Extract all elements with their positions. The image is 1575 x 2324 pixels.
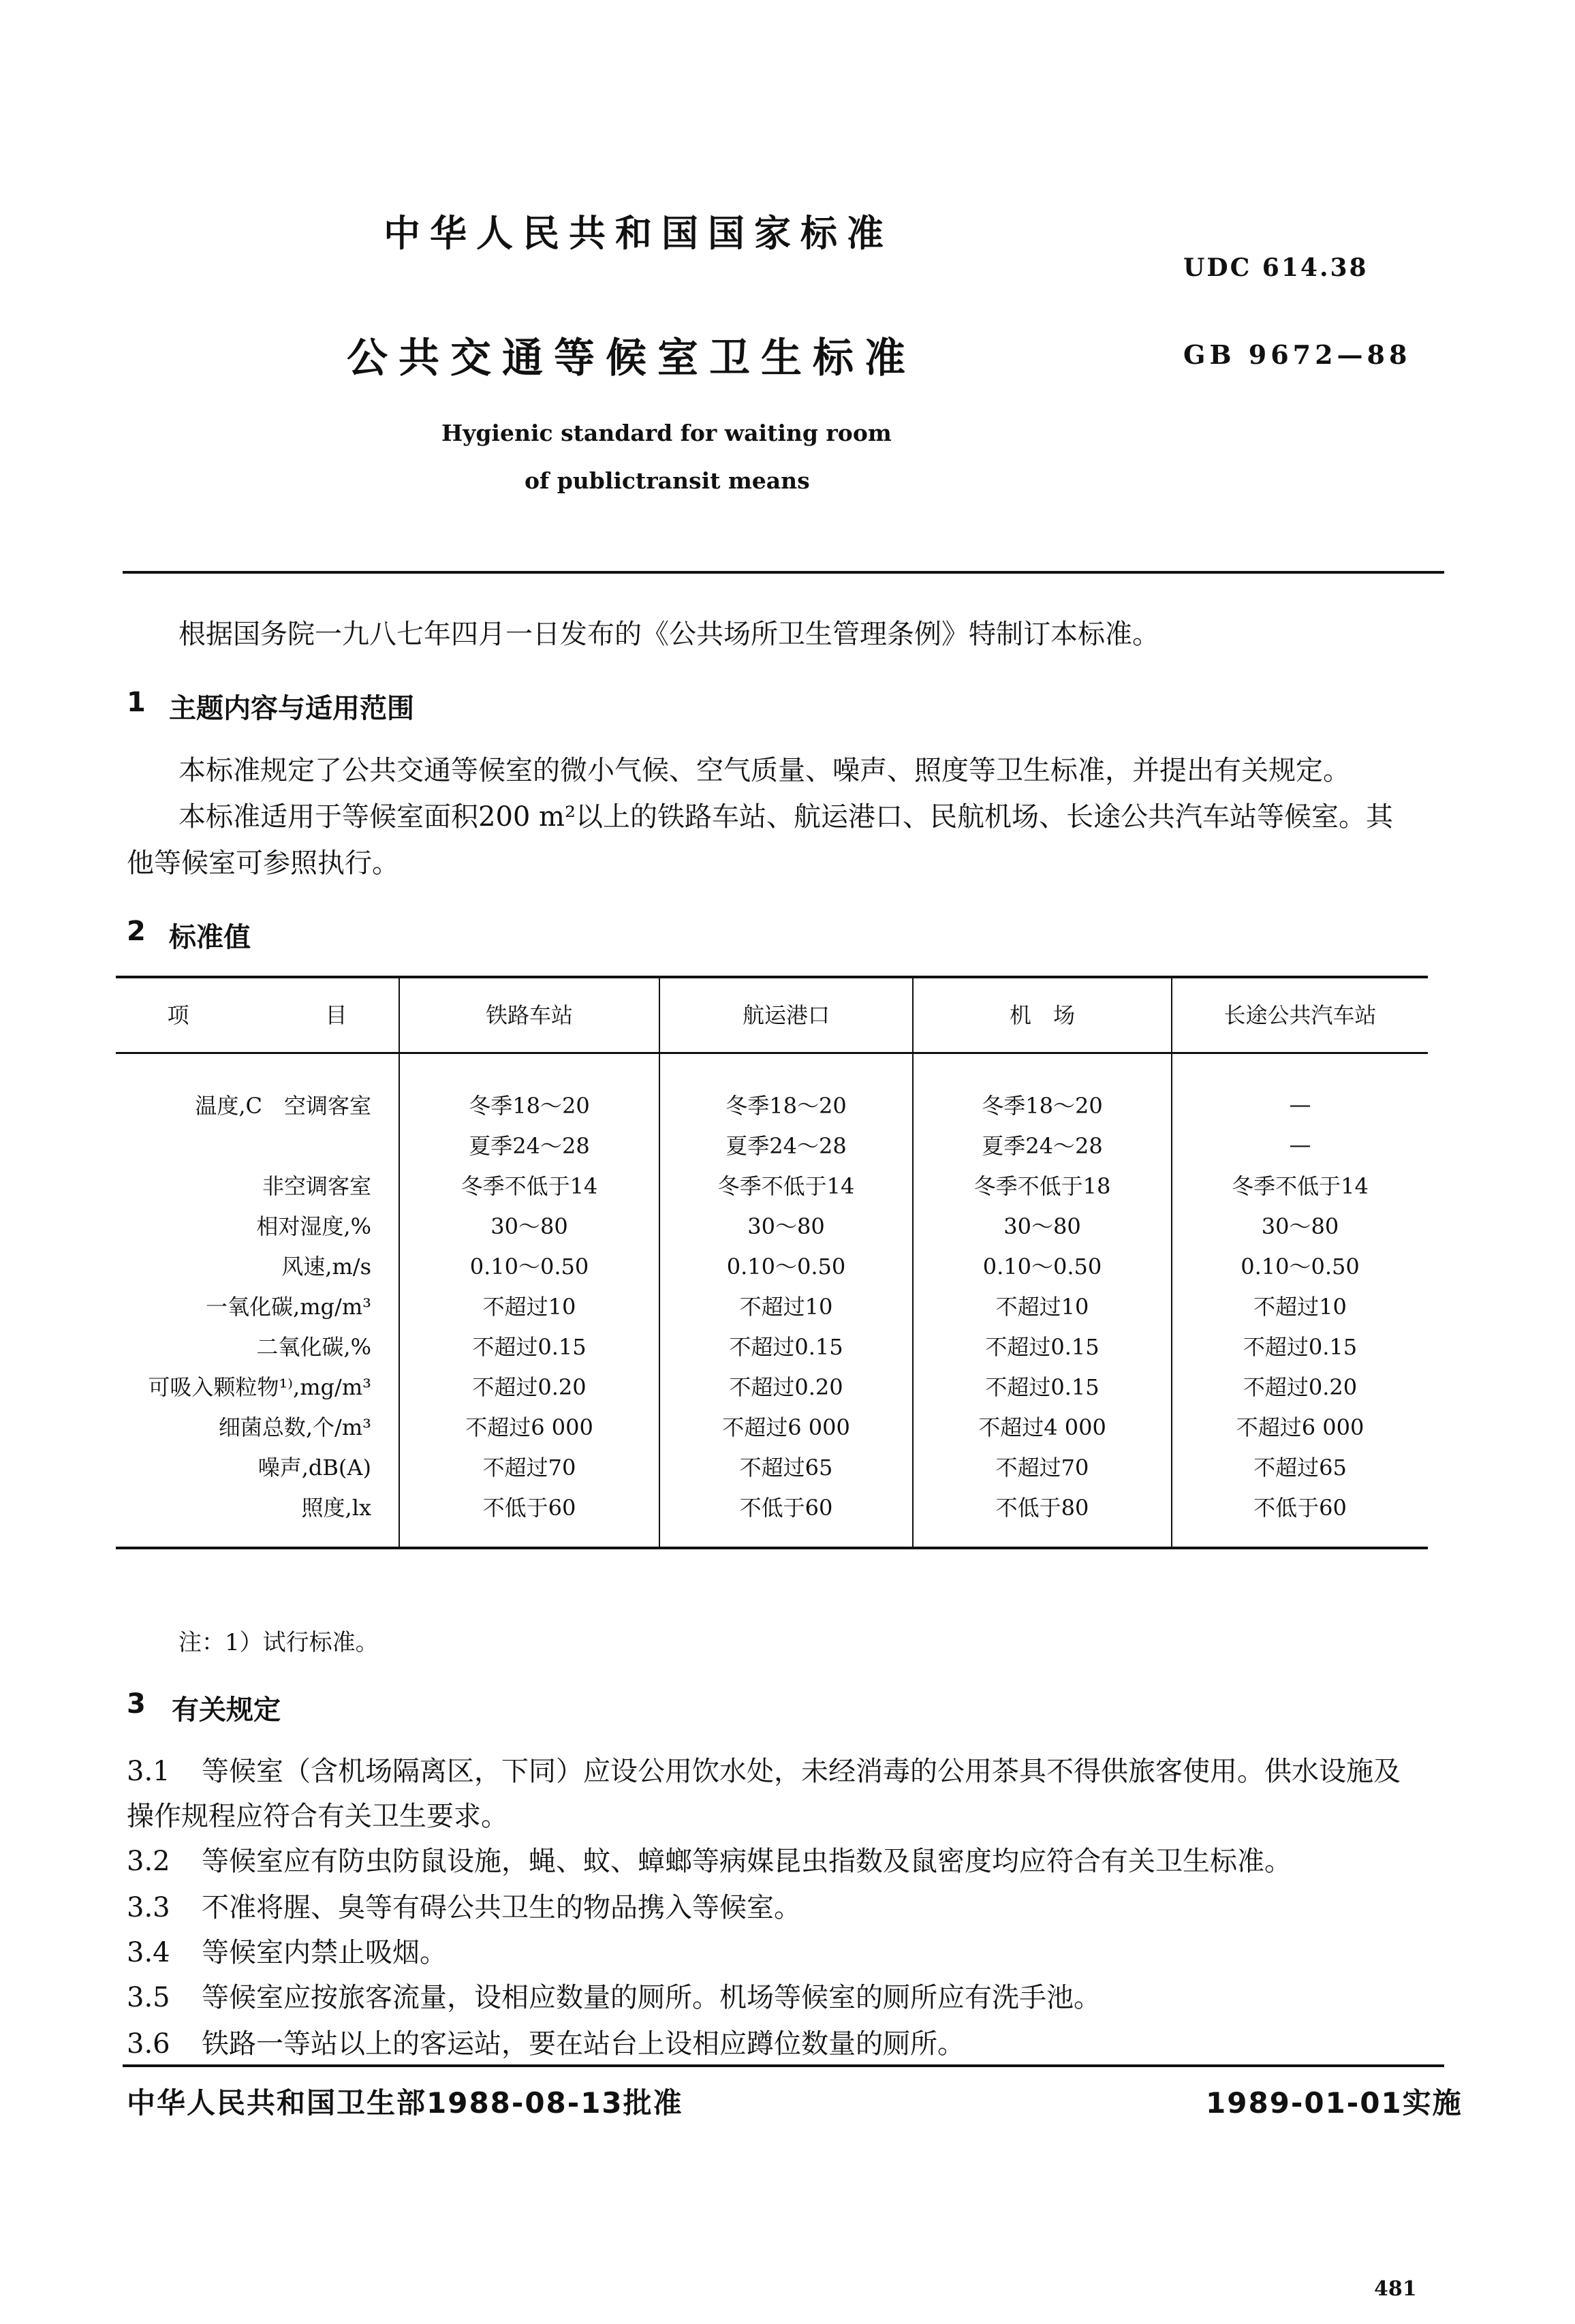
table-row	[116, 1164, 1428, 1205]
table-bottom-rule	[116, 1547, 1428, 1549]
cell: 不超过70	[399, 1446, 659, 1486]
table-row	[116, 1486, 1428, 1547]
cell: 不超过10	[1172, 1285, 1428, 1325]
table-row	[116, 1053, 1428, 1125]
row-item: 相对湿度,%	[256, 1213, 371, 1239]
table-note: 注：1）试行标准。	[178, 1629, 379, 1656]
english-title-line2: of publictransit means	[525, 467, 810, 494]
cell: 不超过70	[913, 1446, 1172, 1486]
footer-divider	[123, 2064, 1444, 2067]
section1-title: 主题内容与适用范围	[169, 693, 414, 724]
cell: 不低于60	[659, 1486, 913, 1547]
clause-text: 等候室内禁止吸烟。	[202, 1937, 447, 1968]
cell: —	[1172, 1124, 1428, 1164]
section1-number: 1	[127, 687, 146, 718]
section2-title: 标准值	[169, 922, 251, 953]
table-row	[116, 1446, 1428, 1486]
cell: 不低于80	[913, 1486, 1172, 1547]
section1-paragraph2-line1: 本标准适用于等候室面积200 m²以上的铁路车站、航运港口、民航机场、长途公共汽车站等候室。其	[178, 801, 1394, 833]
cell: 0.10～0.50	[399, 1245, 659, 1285]
document-title: 公共交通等候室卫生标准	[347, 335, 916, 382]
clause-number: 3.2	[127, 1846, 170, 1877]
cell: 不超过6 000	[399, 1406, 659, 1446]
row-item: 温度,C 空调客室	[195, 1092, 371, 1119]
cell: 不超过4 000	[913, 1406, 1172, 1446]
clause-3-2	[127, 1840, 1292, 1878]
cell: 冬季不低于14	[1172, 1164, 1428, 1205]
clause-3-5	[127, 1976, 1101, 2015]
item-head-left: 项	[167, 1002, 189, 1028]
cell: 30～80	[913, 1205, 1172, 1245]
clause-3-1-continued: 操作规程应符合有关卫生要求。	[127, 1801, 508, 1832]
cell: 冬季18～20	[659, 1053, 913, 1125]
header-divider	[123, 571, 1444, 574]
section1-paragraph1: 本标准规定了公共交通等候室的微小气候、空气质量、噪声、照度等卫生标准，并提出有关规定。	[178, 755, 1350, 786]
cell: 不超过10	[399, 1285, 659, 1325]
cell: 不超过0.15	[399, 1325, 659, 1365]
national-standard-heading: 中华人民共和国国家标准	[384, 212, 893, 255]
item-head-right: 目	[325, 1002, 347, 1028]
gb-code: GB 9672—88	[1183, 339, 1412, 370]
col-header-port: 航运港口	[659, 976, 913, 1053]
english-title-line1: Hygienic standard for waiting room	[441, 420, 892, 446]
cell: 不超过0.20	[1172, 1365, 1428, 1406]
table-row	[116, 1124, 1428, 1164]
table-row	[116, 1205, 1428, 1245]
col-header-airport: 机 场	[913, 976, 1172, 1053]
cell: 不超过6 000	[1172, 1406, 1428, 1446]
row-item: 照度,lx	[301, 1494, 371, 1521]
section3-number: 3	[127, 1688, 146, 1720]
cell: 冬季18～20	[913, 1053, 1172, 1125]
table-row	[116, 1285, 1428, 1325]
clause-3-1	[127, 1750, 1401, 1788]
cell: 0.10～0.50	[659, 1245, 913, 1285]
clause-text: 等候室（含机场隔离区，下同）应设公用饮水处，未经消毒的公用茶具不得供旅客使用。供水设施及	[202, 1756, 1401, 1787]
cell: 不超过0.15	[659, 1325, 913, 1365]
clause-number: 3.1	[127, 1756, 170, 1787]
table-header-row	[116, 976, 1428, 1053]
clause-number: 3.6	[127, 2028, 170, 2060]
clause-text: 铁路一等站以上的客运站，要在站台上设相应蹲位数量的厕所。	[202, 2028, 965, 2060]
cell: 冬季18～20	[399, 1053, 659, 1125]
cell: —	[1172, 1053, 1428, 1125]
cell: 不超过10	[913, 1285, 1172, 1325]
approval-date: 中华人民共和国卫生部1988-08-13批准	[127, 2086, 683, 2120]
table-row	[116, 1245, 1428, 1285]
standard-values-table	[116, 976, 1428, 1549]
cell: 不超过65	[659, 1446, 913, 1486]
intro-paragraph: 根据国务院一九八七年四月一日发布的《公共场所卫生管理条例》特制订本标准。	[178, 619, 1159, 650]
clause-number: 3.5	[127, 1982, 170, 2013]
udc-code: UDC 614.38	[1183, 253, 1369, 282]
row-item: 二氧化碳,%	[256, 1333, 371, 1360]
row-item: 非空调客室	[262, 1173, 371, 1199]
col-header-bus: 长途公共汽车站	[1172, 976, 1428, 1053]
col-header-railway: 铁路车站	[399, 976, 659, 1053]
clause-3-4	[127, 1931, 447, 1970]
section2-number: 2	[127, 916, 146, 947]
cell: 30～80	[399, 1205, 659, 1245]
clause-text: 不准将腥、臭等有碍公共卫生的物品携入等候室。	[202, 1892, 801, 1923]
cell: 不超过0.15	[1172, 1325, 1428, 1365]
cell: 冬季不低于18	[913, 1164, 1172, 1205]
clause-number: 3.4	[127, 1937, 170, 1968]
cell: 不超过0.20	[399, 1365, 659, 1406]
clause-3-6	[127, 2022, 965, 2061]
cell: 30～80	[1172, 1205, 1428, 1245]
row-item: 可吸入颗粒物¹⁾,mg/m³	[148, 1374, 371, 1400]
cell: 不低于60	[399, 1486, 659, 1547]
col-header-item	[116, 976, 399, 1053]
cell: 不超过10	[659, 1285, 913, 1325]
row-item	[116, 1124, 399, 1164]
effective-date: 1989-01-01实施	[1206, 2086, 1463, 2120]
table-row	[116, 1406, 1428, 1446]
table-row	[116, 1325, 1428, 1365]
clause-number: 3.3	[127, 1892, 170, 1923]
cell: 不超过0.15	[913, 1325, 1172, 1365]
clause-text: 等候室应有防虫防鼠设施，蝇、蚊、蟑螂等病媒昆虫指数及鼠密度均应符合有关卫生标准。	[202, 1846, 1292, 1877]
cell: 不超过65	[1172, 1446, 1428, 1486]
section3-title: 有关规定	[172, 1694, 281, 1726]
clause-text: 等候室应按旅客流量，设相应数量的厕所。机场等候室的厕所应有洗手池。	[202, 1982, 1101, 2013]
cell: 冬季不低于14	[399, 1164, 659, 1205]
cell: 30～80	[659, 1205, 913, 1245]
clause-3-3	[127, 1886, 801, 1925]
cell: 0.10～0.50	[1172, 1245, 1428, 1285]
row-item: 风速,m/s	[281, 1253, 371, 1280]
table-top-rule	[116, 976, 1428, 978]
cell: 不超过0.15	[913, 1365, 1172, 1406]
row-item: 一氧化碳,mg/m³	[206, 1293, 371, 1320]
page-number: 481	[1374, 2277, 1417, 2301]
cell: 夏季24～28	[399, 1124, 659, 1164]
cell: 0.10～0.50	[913, 1245, 1172, 1285]
cell: 冬季不低于14	[659, 1164, 913, 1205]
table-row	[116, 1365, 1428, 1406]
cell: 不超过6 000	[659, 1406, 913, 1446]
cell: 不超过0.20	[659, 1365, 913, 1406]
section1-paragraph2-line2: 他等候室可参照执行。	[127, 848, 399, 879]
row-item: 噪声,dB(A)	[258, 1454, 371, 1481]
cell: 夏季24～28	[659, 1124, 913, 1164]
row-item: 细菌总数,个/m³	[218, 1414, 371, 1440]
cell: 夏季24～28	[913, 1124, 1172, 1164]
cell: 不低于60	[1172, 1486, 1428, 1547]
